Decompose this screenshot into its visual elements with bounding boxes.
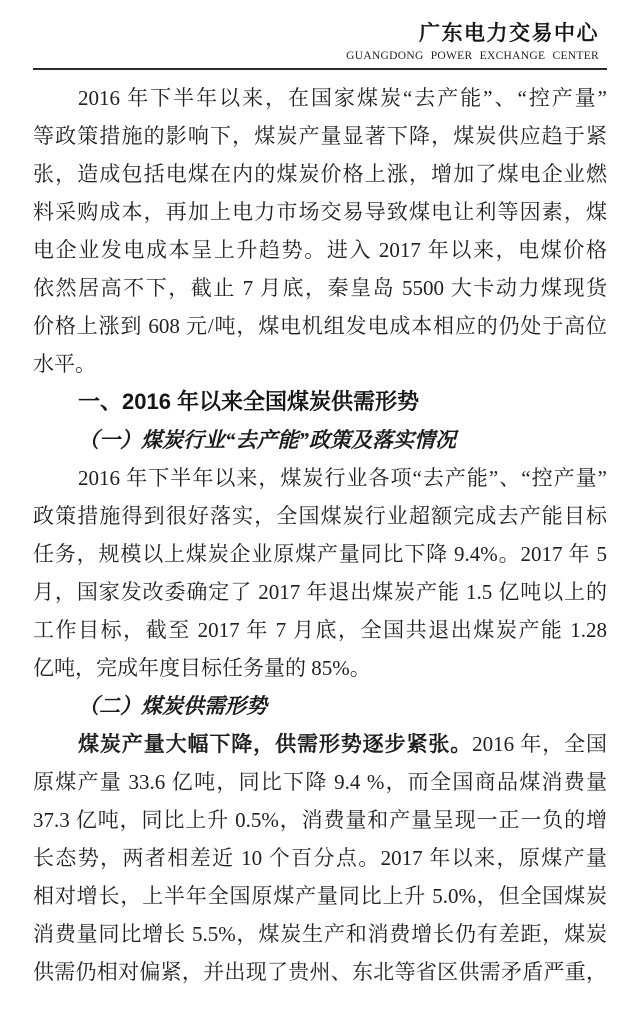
text-segment: 月，国家发改委确定了 2017 年退出煤炭产能 1.5 亿吨以上的: [33, 580, 607, 604]
text-segment: 2016 年下半年以来，煤炭行业各项“去产能”、“控产量”: [78, 466, 607, 490]
text-segment: 供需仍相对偏紧，并出现了贵州、东北等省区供需矛盾严重，: [33, 960, 607, 984]
text-line: [33, 877, 607, 915]
text-line: [33, 231, 607, 269]
text-segment: 张，造成包括电煤在内的煤炭价格上涨，增加了煤电企业燃: [33, 162, 607, 186]
text-line: [33, 497, 607, 535]
text-line: [33, 649, 607, 687]
text-segment: 政策措施得到很好落实，全国煤炭行业超额完成去产能目标: [33, 504, 607, 528]
text-line: [33, 573, 607, 611]
text-segment: 原煤产量 33.6 亿吨，同比下降 9.4 %，而全国商品煤消费量: [33, 770, 607, 794]
text-segment: 任务，规模以上煤炭企业原煤产量同比下降 9.4%。2017 年 5: [33, 542, 607, 566]
text-line: [33, 953, 607, 991]
text-line: [33, 117, 607, 155]
subsection-heading-supply-demand: （二）煤炭供需形势: [78, 694, 267, 718]
paragraph-intro: [33, 79, 607, 383]
text-segment: 等政策措施的影响下，煤炭产量显著下降，煤炭供应趋于紧: [33, 124, 607, 148]
text-line: [33, 763, 607, 801]
text-segment: 电企业发电成本呈上升趋势。进入 2017 年以来，电煤价格: [33, 238, 607, 262]
text-line: [33, 725, 607, 763]
text-line: [33, 839, 607, 877]
paragraph-supply-demand: [33, 725, 607, 991]
text-line: [33, 915, 607, 953]
org-name-chinese: 广东电力交易中心: [419, 22, 599, 45]
text-line: [33, 345, 607, 383]
text-segment: 长态势，两者相差近 10 个百分点。2017 年以来，原煤产量: [33, 846, 607, 870]
text-segment: 2016 年下半年以来，在国家煤炭“去产能”、“控产量”: [78, 86, 607, 110]
text-segment: 价格上涨到 608 元/吨，煤电机组发电成本相应的仍处于高位: [33, 314, 607, 338]
section-heading-coal-supply-demand: 一、2016 年以来全国煤炭供需形势: [78, 389, 420, 414]
text-segment: 亿吨，完成年度目标任务量的 85%。: [33, 656, 371, 680]
org-name-english: GUANGDONG POWER EXCHANGE CENTER: [346, 50, 599, 62]
text-line: [33, 535, 607, 573]
text-line: [33, 155, 607, 193]
document-body: [33, 79, 607, 991]
text-line: [33, 193, 607, 231]
subsection-heading-capacity-policy: （一）煤炭行业“去产能”政策及落实情况: [78, 428, 456, 452]
text-line: [33, 307, 607, 345]
paragraph-capacity-policy: [33, 459, 607, 687]
bold-text-segment: 煤炭产量大幅下降，供需形势逐步紧张。: [78, 732, 473, 756]
document-header: [33, 0, 607, 63]
text-segment: 消费量同比增长 5.5%，煤炭生产和消费增长仍有差距，煤炭: [33, 922, 607, 946]
text-segment: 水平。: [33, 352, 96, 376]
text-line: [33, 269, 607, 307]
text-segment: 2016 年，全国: [472, 732, 607, 756]
text-line: [33, 611, 607, 649]
text-line: [33, 459, 607, 497]
text-segment: 工作目标，截至 2017 年 7 月底，全国共退出煤炭产能 1.28: [33, 618, 607, 642]
text-segment: 料采购成本，再加上电力市场交易导致煤电让利等因素，煤: [33, 200, 607, 224]
text-line: [33, 79, 607, 117]
text-line: [33, 801, 607, 839]
text-segment: 依然居高不下，截止 7 月底，秦皇岛 5500 大卡动力煤现货: [33, 276, 607, 300]
text-segment: 相对增长，上半年全国原煤产量同比上升 5.0%，但全国煤炭: [33, 884, 607, 908]
header-divider-line: [33, 68, 607, 70]
text-segment: 37.3 亿吨，同比上升 0.5%，消费量和产量呈现一正一负的增: [33, 808, 607, 832]
